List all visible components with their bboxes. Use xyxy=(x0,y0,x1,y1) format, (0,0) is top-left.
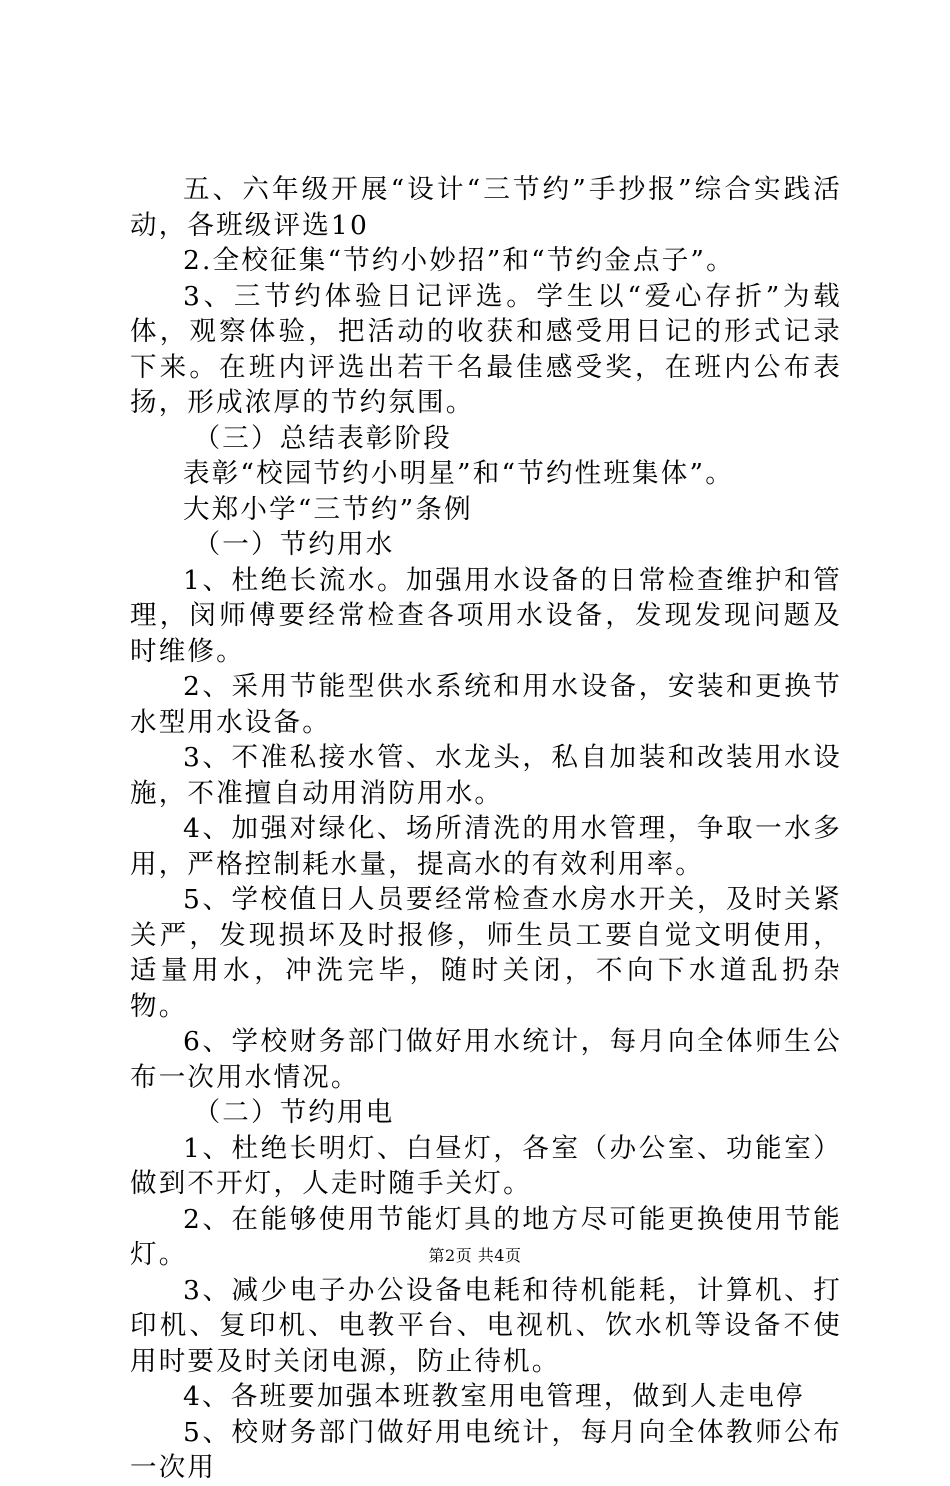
paragraph-item-2: 2.全校征集“节约小妙招”和“节约金点子”。 xyxy=(183,245,735,276)
water-rule-1: 1、杜绝长流水。加强用水设备的日常检查维护和管理，闵师傅要经常检查各项用水设备，发现发现问题及时维修。 xyxy=(130,564,842,667)
electricity-rule-2: 2、在能够使用节能灯具的地方尽可能更换使用节能灯。 xyxy=(130,1203,842,1270)
section-heading-summary: （三）总结表彰阶段 xyxy=(193,422,452,454)
paragraph-commendation: 表彰“校园节约小明星”和“节约性班集体”。 xyxy=(183,458,734,489)
section-heading-electricity: （二）节约用电 xyxy=(193,1097,395,1128)
water-rule-3: 3、不准私接水管、水龙头，私自加装和改装用水设施，不准擅自动用消防用水。 xyxy=(130,742,842,809)
page-number-footer: 第2页 共4页 xyxy=(428,1246,522,1265)
electricity-rule-5: 5、校财务部门做好用电统计，每月向全体教师公布一次用 xyxy=(130,1416,842,1483)
electricity-rule-1: 1、杜绝长明灯、白昼灯，各室（办公室、功能室）做到不开灯，人走时随手关灯。 xyxy=(130,1132,842,1199)
water-rule-2: 2、采用节能型供水系统和用水设备，安装和更换节水型用水设备。 xyxy=(130,671,842,738)
water-rule-6: 6、学校财务部门做好用水统计，每月向全体师生公布一次用水情况。 xyxy=(130,1026,842,1093)
electricity-rule-3: 3、减少电子办公设备电耗和待机能耗，计算机、打印机、复印机、电教平台、电视机、饮水机等设备不使用时要及时关闭电源，防止待机。 xyxy=(130,1274,842,1377)
paragraph-item-3: 3、三节约体验日记评选。学生以“爱心存折”为载体，观察体验，把活动的收获和感受用日记的形式记录下来。在班内评选出若干名最佳感受奖，在班内公布表扬，形成浓厚的节约氛围。 xyxy=(130,280,842,418)
document-body xyxy=(130,172,842,1486)
regulation-title: 大郑小学“三节约”条例 xyxy=(183,493,473,525)
water-rule-4: 4、加强对绿化、场所清洗的用水管理，争取一水多用，严格控制耗水量，提高水的有效利用率。 xyxy=(130,813,842,880)
water-rule-5: 5、学校值日人员要经常检查水房水开关，及时关紧关严，发现损坏及时报修，师生员工要自觉文明使用，适量用水，冲洗完毕，随时关闭，不向下水道乱扔杂物。 xyxy=(130,884,842,1022)
paragraph-activity-five: 五、六年级开展“设计“三节约”手抄报”综合实践活动，各班级评选10 xyxy=(130,174,842,241)
electricity-rule-4: 4、各班要加强本班教室用电管理，做到人走电停 xyxy=(183,1381,805,1412)
section-heading-water: （一）节约用水 xyxy=(193,529,395,560)
